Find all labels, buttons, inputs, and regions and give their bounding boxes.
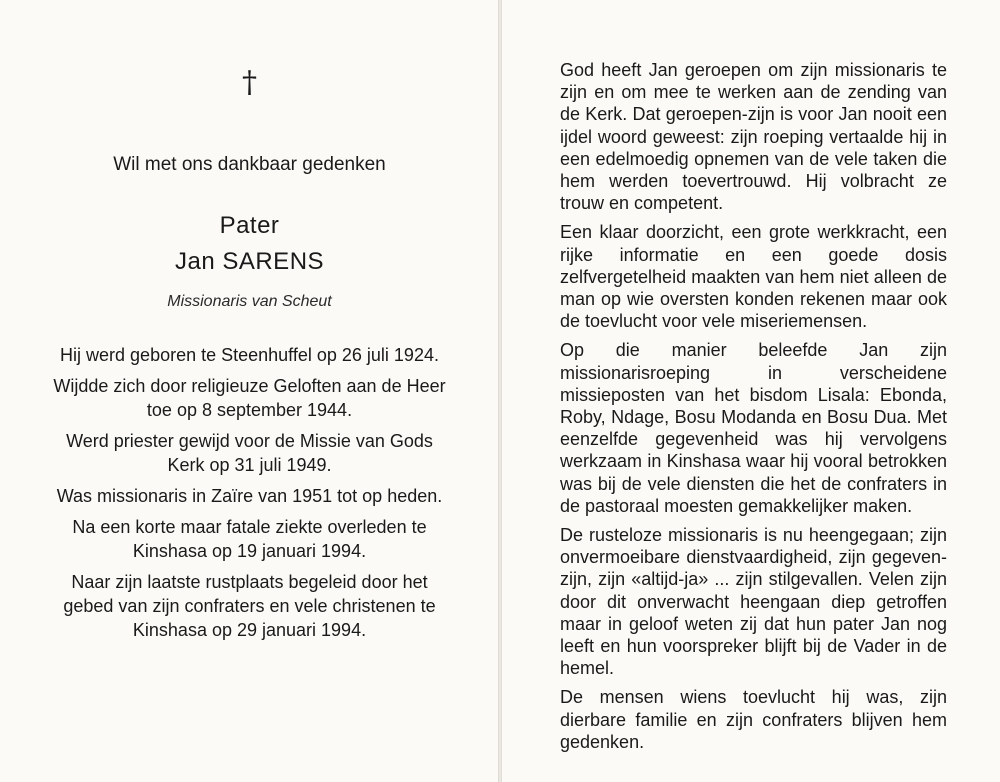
fact-burial: Naar zijn laatste rustplaats begeleid door het gebed van zijn confraters en vele christenen te Kinshasa op 29 januari 1994. <box>63 572 436 640</box>
deceased-name: Jan SARENS <box>174 248 325 275</box>
tribute-paragraph: De mensen wiens toevlucht hij was, zijn dierbare familie en zijn confraters blijven hem gedenken. <box>560 687 947 752</box>
tribute-paragraph: Een klaar doorzicht, een grote werkkracht, een rijke informatie en een goede dosis zelfvergetelheid maakten van hem niet alleen de man op wie oversten konden rekenen maar ook de toevlucht voor vele miseriemensen. <box>560 222 947 332</box>
tribute-paragraph: De rusteloze missionaris is nu heengegaan; zijn onvermoeibare dienstvaardigheid, zijn gegeven-zijn, zijn «altijd-ja» ... zijn stilgevallen. Velen zijn door dit onverwacht heengaan diep getroffen maar in geloof weten zij dat hun pater Jan nog leeft en hun voorspreker blijft bij de Vader in de hemel. <box>560 525 947 679</box>
deceased-title: Pater <box>219 212 280 239</box>
fact-ordination: Werd priester gewijd voor de Missie van Gods Kerk op 31 juli 1949. <box>66 431 433 475</box>
fact-mission: Was missionaris in Zaïre van 1951 tot op heden. <box>56 486 443 506</box>
tribute-paragraph: Op die manier beleefde Jan zijn missionarisroeping in verscheidene missieposten van het bisdom Lisala: Ebonda, Roby, Ndage, Bosu Modanda en Bosu Dua. Met eenzelfde gegevenheid was hij vervolgens werkzaam in Kinshasa waar hij vooral betrokken was bij de vele diensten die het de confraters in de pastoraal moesten gemakkelijker maken. <box>560 340 947 516</box>
tribute-paragraph: God heeft Jan geroepen om zijn missionaris te zijn en om mee te werken aan de zending van de Kerk. Dat geroepen-zijn is voor Jan nooit een ijdel woord geweest: zijn roeping vertaalde hij in een edelmoedig opnemen van de vele taken die hem werden toevertrouwd. Hij volbracht ze trouw en competent. <box>560 60 947 214</box>
fact-death: Na een korte maar fatale ziekte overleden te Kinshasa op 19 januari 1994. <box>72 517 427 561</box>
life-facts <box>50 343 449 649</box>
card-fold <box>498 0 502 782</box>
cross-symbol: † <box>242 65 257 100</box>
tribute-text <box>560 59 947 760</box>
fact-vows: Wijdde zich door religieuze Geloften aan de Heer toe op 8 september 1944. <box>53 376 446 420</box>
intro-line: Wil met ons dankbaar gedenken <box>113 154 386 175</box>
religious-order: Missionaris van Scheut <box>167 293 332 310</box>
fact-birth: Hij werd geboren te Steenhuffel op 26 juli 1924. <box>60 345 439 365</box>
